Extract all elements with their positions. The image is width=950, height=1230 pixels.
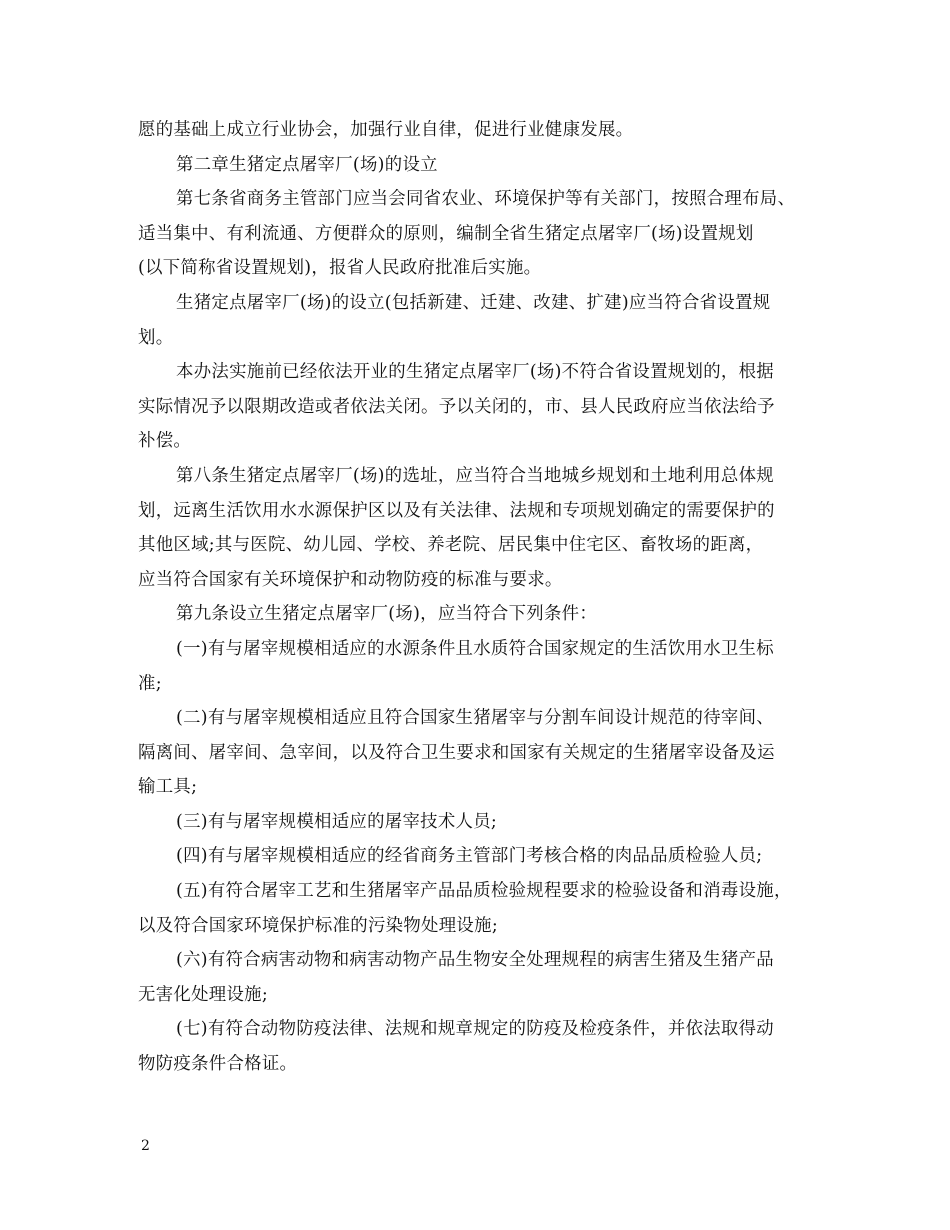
document-body: [138, 113, 818, 1082]
text-line: (五)有符合屠宰工艺和生猪屠宰产品品质检验规程要求的检验设备和消毒设施，: [176, 881, 792, 902]
text-line: 生猪定点屠宰厂(场)的设立(包括新建、迁建、改建、扩建)应当符合省设置规: [176, 292, 771, 313]
text-line: 输工具;: [138, 777, 198, 798]
text-line: (三)有与屠宰规模相适应的屠宰技术人员;: [176, 811, 498, 832]
text-line: 划，远离生活饮用水水源保护区以及有关法律、法规和专项规划确定的需要保护的: [138, 500, 775, 521]
text-line: 补偿。: [138, 431, 192, 452]
text-line: 划。: [138, 327, 174, 348]
text-line: 愿的基础上成立行业协会，加强行业自律，促进行业健康发展。: [138, 120, 634, 140]
text-line: (七)有符合动物防疫法律、法规和规章规定的防疫及检疫条件，并依法取得动: [176, 1019, 774, 1040]
text-line: 无害化处理设施;: [138, 984, 268, 1005]
text-line: 隔离间、屠宰间、急宰间，以及符合卫生要求和国家有关规定的生猪屠宰设备及运: [138, 742, 775, 763]
text-line: 本办法实施前已经依法开业的生猪定点屠宰厂(场)不符合省设置规划的，根据: [176, 362, 774, 383]
text-line: 以及符合国家环境保护标准的污染物处理设施;: [138, 915, 498, 936]
text-line: 物防疫条件合格证。: [138, 1054, 298, 1075]
chapter-heading: 第二章生猪定点屠宰厂(场)的设立: [176, 154, 438, 175]
text-line: 适当集中、有利流通、方便群众的原则，编制全省生猪定点屠宰厂(场)设置规划: [138, 223, 754, 244]
text-line: 其他区域;其与医院、幼儿园、学校、养老院、居民集中住宅区、畜牧场的距离，: [138, 535, 764, 556]
text-line: (一)有与屠宰规模相适应的水源条件且水质符合国家规定的生活饮用水卫生标: [176, 638, 774, 659]
text-line: (以下简称省设置规划)，报省人民政府批准后实施。: [138, 258, 542, 279]
text-line: 实际情况予以限期改造或者依法关闭。予以关闭的，市、县人民政府应当依法给予: [138, 396, 775, 417]
text-line: 应当符合国家有关环境保护和动物防疫的标准与要求。: [138, 569, 563, 590]
text-line: 第七条省商务主管部门应当会同省农业、环境保护等有关部门，按照合理布局、: [176, 189, 796, 210]
text-line: (六)有符合病害动物和病害动物产品生物安全处理规程的病害生猪及生猪产品: [176, 950, 774, 971]
text-line: 第八条生猪定点屠宰厂(场)的选址，应当符合当地城乡规划和土地利用总体规: [176, 465, 774, 486]
text-line: 第九条设立生猪定点屠宰厂(场)，应当符合下列条件：: [176, 604, 598, 625]
page-number: 2: [141, 1138, 150, 1154]
text-line: (二)有与屠宰规模相适应且符合国家生猪屠宰与分割车间设计规范的待宰间、: [176, 708, 774, 729]
text-line: 准;: [138, 673, 162, 694]
text-line: (四)有与屠宰规模相适应的经省商务主管部门考核合格的肉品品质检验人员;: [176, 846, 763, 867]
